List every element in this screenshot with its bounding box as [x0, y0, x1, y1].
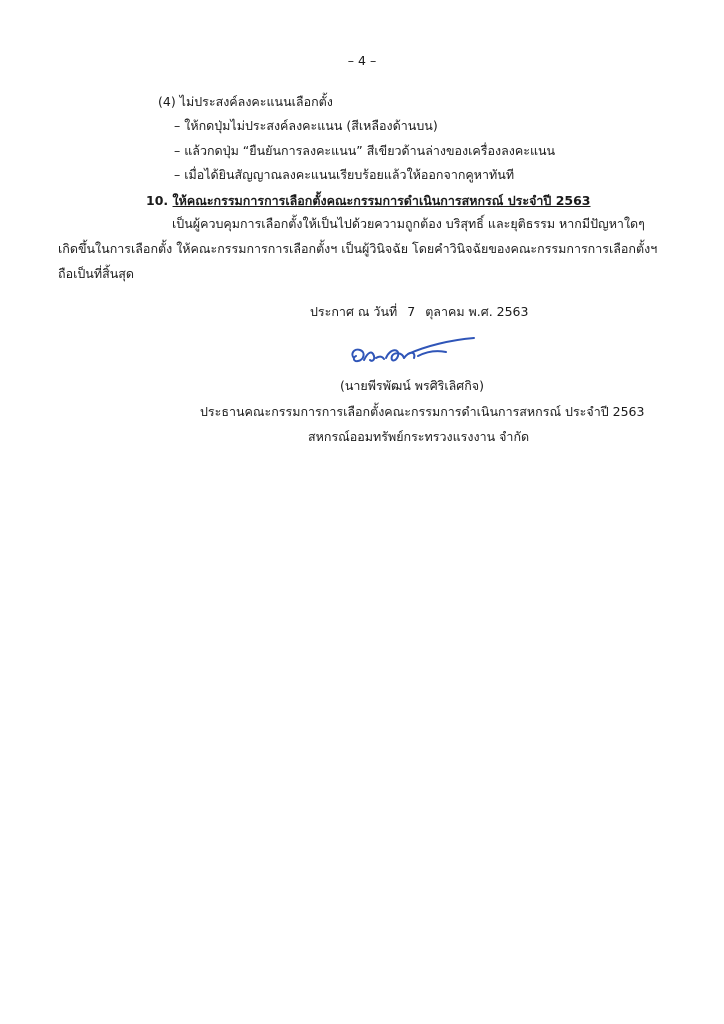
organization-name: สหกรณ์ออมทรัพย์กระทรวงแรงงาน จำกัด: [308, 429, 530, 444]
handwritten-signature: [346, 334, 478, 370]
signer-name: (นายพีรพัฒน์ พรศิริเลิศกิจ): [339, 378, 484, 393]
item-4-bullet: – เมื่อได้ยินสัญญาณลงคะแนนเรียบร้อยแล้วให้ออกจากคูหาทันที: [174, 167, 515, 182]
announcement-day: 7: [407, 304, 416, 319]
section-10-paragraph-line: ถือเป็นที่สิ้นสุด: [58, 266, 134, 281]
announcement-month-year: ตุลาคม พ.ศ. 2563: [425, 304, 529, 319]
section-10-number: 10.: [146, 193, 169, 208]
announcement-prefix: ประกาศ ณ วันที่: [310, 304, 398, 319]
item-4-bullet: – แล้วกดปุ่ม “ยืนยันการลงคะแนน” สีเขียวด้านล่างของเครื่องลงคะแนน: [174, 143, 556, 158]
item-4-heading: (4) ไม่ประสงค์ลงคะแนนเลือกตั้ง: [158, 94, 333, 109]
section-10-heading: [146, 193, 591, 209]
section-10-paragraph-line: เป็นผู้ควบคุมการเลือกตั้งให้เป็นไปด้วยความถูกต้อง บริสุทธิ์ และยุติธรรม หากมีปัญหาใดๆ: [172, 216, 645, 231]
signer-position: ประธานคณะกรรมการการเลือกตั้งคณะกรรมการดำเนินการสหกรณ์ ประจำปี 2563: [200, 404, 645, 419]
item-4-bullet: – ให้กดปุ่มไม่ประสงค์ลงคะแนน (สีเหลืองด้านบน): [174, 118, 438, 133]
section-10-paragraph-line: เกิดขึ้นในการเลือกตั้ง ให้คณะกรรมการการเลือกตั้งฯ เป็นผู้วินิจฉัย โดยคำวินิจฉัยของคณะกรรมการการเลือกตั้งฯ: [58, 241, 658, 256]
section-10-title: ให้คณะกรรมการการเลือกตั้งคณะกรรมการดำเนินการสหกรณ์ ประจำปี 2563: [172, 193, 591, 208]
page-number: – 4 –: [347, 53, 377, 68]
announcement-date: [310, 304, 528, 320]
